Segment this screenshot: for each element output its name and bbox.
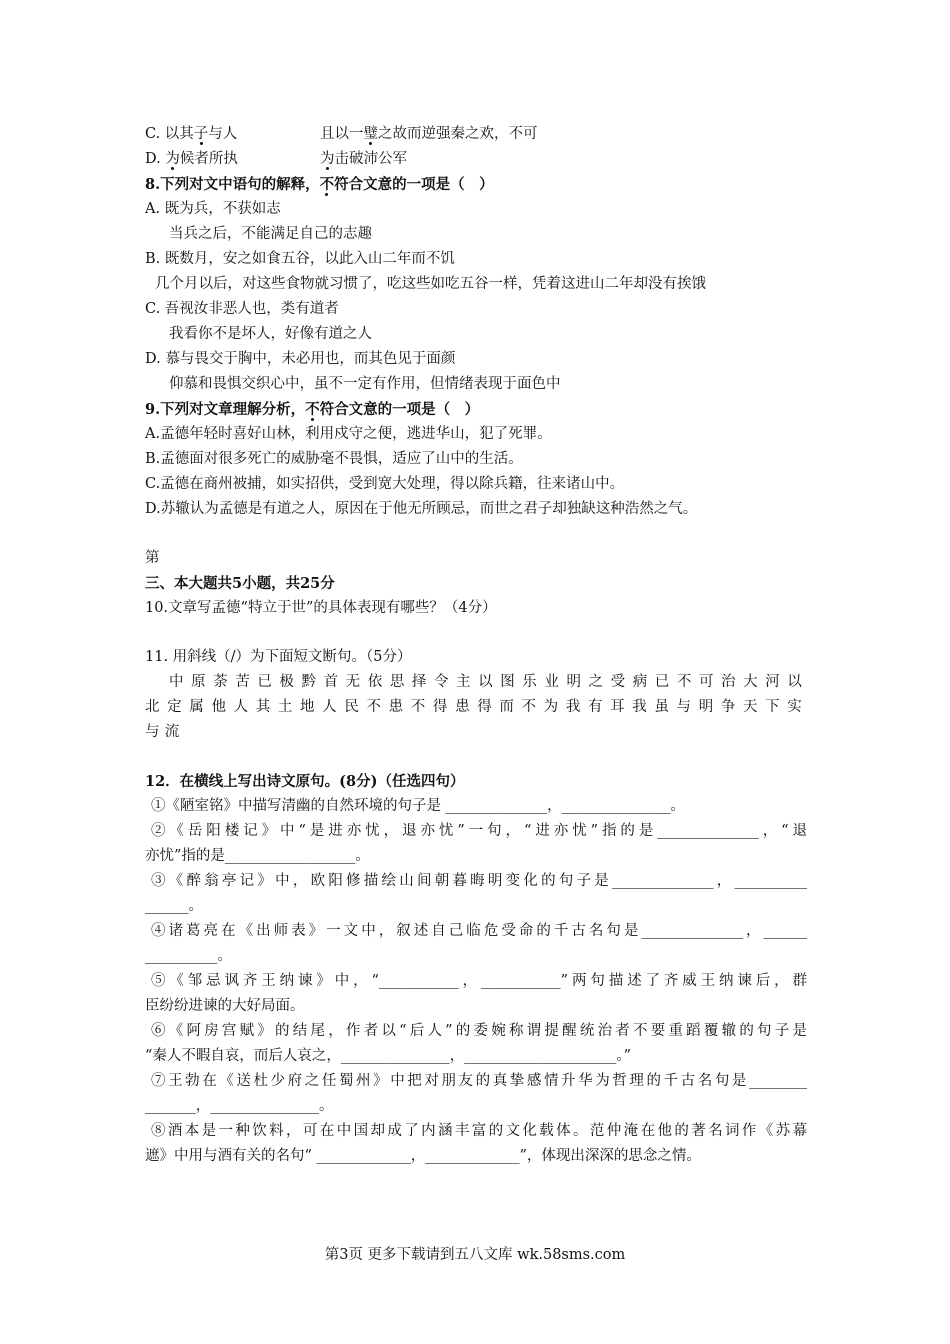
q10: 10.文章写孟德“特立于世”的具体表现有哪些？（4分） bbox=[145, 600, 497, 616]
option-text: 候者所执 bbox=[179, 151, 238, 167]
q12-item-3-line-2: ______。 bbox=[145, 898, 203, 914]
q12-item-5-line-1: ⑤《邹忌讽齐王纳谏》中，“___________，___________”两句描述了齐威王纳谏后，群 bbox=[151, 973, 807, 989]
q7-option-d bbox=[145, 147, 807, 172]
document-page bbox=[145, 122, 807, 1169]
q9-option-a: A.孟德年轻时喜好山林，利用戍守之便，逃进华山，犯了死罪。 bbox=[145, 426, 552, 442]
option-text: 且以一 bbox=[320, 126, 364, 142]
title-text: 9.下列对文章理解分析， bbox=[145, 401, 306, 418]
emphasis-char: 璧 bbox=[363, 126, 378, 142]
q12-item-7-line-2: _______，_______________。 bbox=[145, 1098, 334, 1114]
emphasis-char: 不 bbox=[319, 176, 335, 193]
q9-option-c: C.孟德在商州被捕，如实招供，受到宽大处理，得以除兵籍，往来诸山中。 bbox=[145, 476, 625, 492]
option-text: 以其 bbox=[164, 126, 194, 142]
title-text: 符合文意的一项是（ ） bbox=[319, 401, 480, 418]
q12-title: 12．在横线上写出诗文原句。(8分)（任选四句） bbox=[145, 773, 465, 790]
spacer bbox=[145, 745, 807, 769]
q12-item-6-line-2: “秦人不暇自哀，而后人哀之，_______________，_____________________。” bbox=[145, 1048, 632, 1064]
q8-option-c: C. 吾视汝非恶人也，类有道者 bbox=[145, 301, 339, 317]
q8-option-d-explanation: 仰慕和畏惧交织心中，虽不一定有作用，但情绪表现于面色中 bbox=[169, 376, 561, 392]
q8-option-b: B. 既数月，安之如食五谷，以此入山二年而不饥 bbox=[145, 251, 455, 267]
q12-item-2-line-2: 亦忧”指的是__________________。 bbox=[145, 848, 370, 864]
q12-item-7-line-1: ⑦王勃在《送杜少府之任蜀州》中把对朋友的真挚感情升华为哲理的千古名句是________ bbox=[151, 1073, 807, 1089]
page-footer: 第3页 更多下载请到五八文库 wk.58sms.com bbox=[324, 1247, 626, 1263]
emphasis-char: 为 bbox=[320, 151, 335, 167]
q9-title bbox=[145, 397, 807, 422]
option-text: 与人 bbox=[208, 126, 238, 142]
spacer bbox=[145, 621, 807, 645]
section-title: 三、本大题共5小题，共25分 bbox=[145, 575, 335, 592]
q12-item-5-line-2: 臣纷纷进谏的大好局面。 bbox=[145, 998, 305, 1014]
emphasis-char: 为 bbox=[165, 151, 180, 167]
q8-option-b-explanation: 几个月以后，对这些食物就习惯了，吃这些如吃五谷一样，凭着这进山二年却没有挨饿 bbox=[155, 276, 706, 292]
option-label: C. bbox=[145, 126, 165, 142]
q12-item-1: ①《陋室铭》中描写清幽的自然环境的句子是 ______________，_______________。 bbox=[151, 798, 685, 814]
q12-item-4-line-2: __________。 bbox=[145, 948, 232, 964]
q8-option-d: D. 慕与畏交于胸中，未必用也，而其色见于面颜 bbox=[145, 351, 456, 367]
section-fragment: 第 bbox=[145, 550, 160, 566]
q12-item-4-line-1: ④诸葛亮在《出师表》一文中，叙述自己临危受命的千古名句是______________，______ bbox=[151, 923, 807, 939]
q8-title bbox=[145, 172, 807, 197]
emphasis-char: 不 bbox=[305, 401, 320, 418]
option-label: D. bbox=[145, 151, 166, 167]
title-text: 符合文意的一项是（ ） bbox=[334, 176, 494, 193]
q12-item-2-line-1: ②《岳阳楼记》中“是进亦忧，退亦忧”一句，“进亦忧”指的是______________，“退 bbox=[151, 823, 807, 839]
emphasis-char: 子 bbox=[193, 126, 209, 142]
q11-passage-line-2: 北定属他人其土地人民不患不得患得而不为我有耳我虽与明争天下实 bbox=[145, 699, 807, 715]
title-text: 8.下列对文中语句的解释， bbox=[145, 176, 320, 193]
q11-passage-line-3: 与流 bbox=[145, 724, 185, 740]
q11-title: 11. 用斜线（/）为下面短文断句。（5分） bbox=[145, 649, 412, 665]
q12-item-6-line-1: ⑥《阿房宫赋》的结尾，作者以“后人”的委婉称谓提醒统治者不要重蹈覆辙的句子是 bbox=[151, 1023, 807, 1039]
option-text: 击破沛公军 bbox=[334, 151, 407, 167]
spacer bbox=[145, 522, 807, 546]
q8-option-a: A. 既为兵，不获如志 bbox=[145, 201, 281, 217]
q8-option-c-explanation: 我看你不是坏人，好像有道之人 bbox=[169, 326, 372, 342]
q9-option-b: B.孟德面对很多死亡的威胁毫不畏惧，适应了山中的生活。 bbox=[145, 451, 523, 467]
q7-option-c bbox=[145, 122, 807, 147]
q12-item-8-line-1: ⑧酒本是一种饮料，可在中国却成了内涵丰富的文化载体。范仲淹在他的著名词作《苏幕 bbox=[151, 1123, 807, 1139]
q8-option-a-explanation: 当兵之后，不能满足自己的志趣 bbox=[169, 226, 372, 242]
q12-item-3-line-1: ③《醉翁亭记》中，欧阳修描绘山间朝暮晦明变化的句子是______________，__________ bbox=[151, 873, 807, 889]
option-text: 之故而逆强秦之欢，不可 bbox=[378, 126, 538, 142]
q11-passage-line-1: 中原荼苦已极黔首无依思择令主以图乐业明之受病已不可治大河以 bbox=[169, 674, 807, 690]
q12-item-8-line-2: 遮》中用与酒有关的名句“ _____________，_____________”，体现出深深的思念之情。 bbox=[145, 1148, 701, 1164]
q9-option-d: D.苏辙认为孟德是有道之人，原因在于他无所顾忌，而世之君子却独缺这种浩然之气。 bbox=[145, 501, 698, 517]
